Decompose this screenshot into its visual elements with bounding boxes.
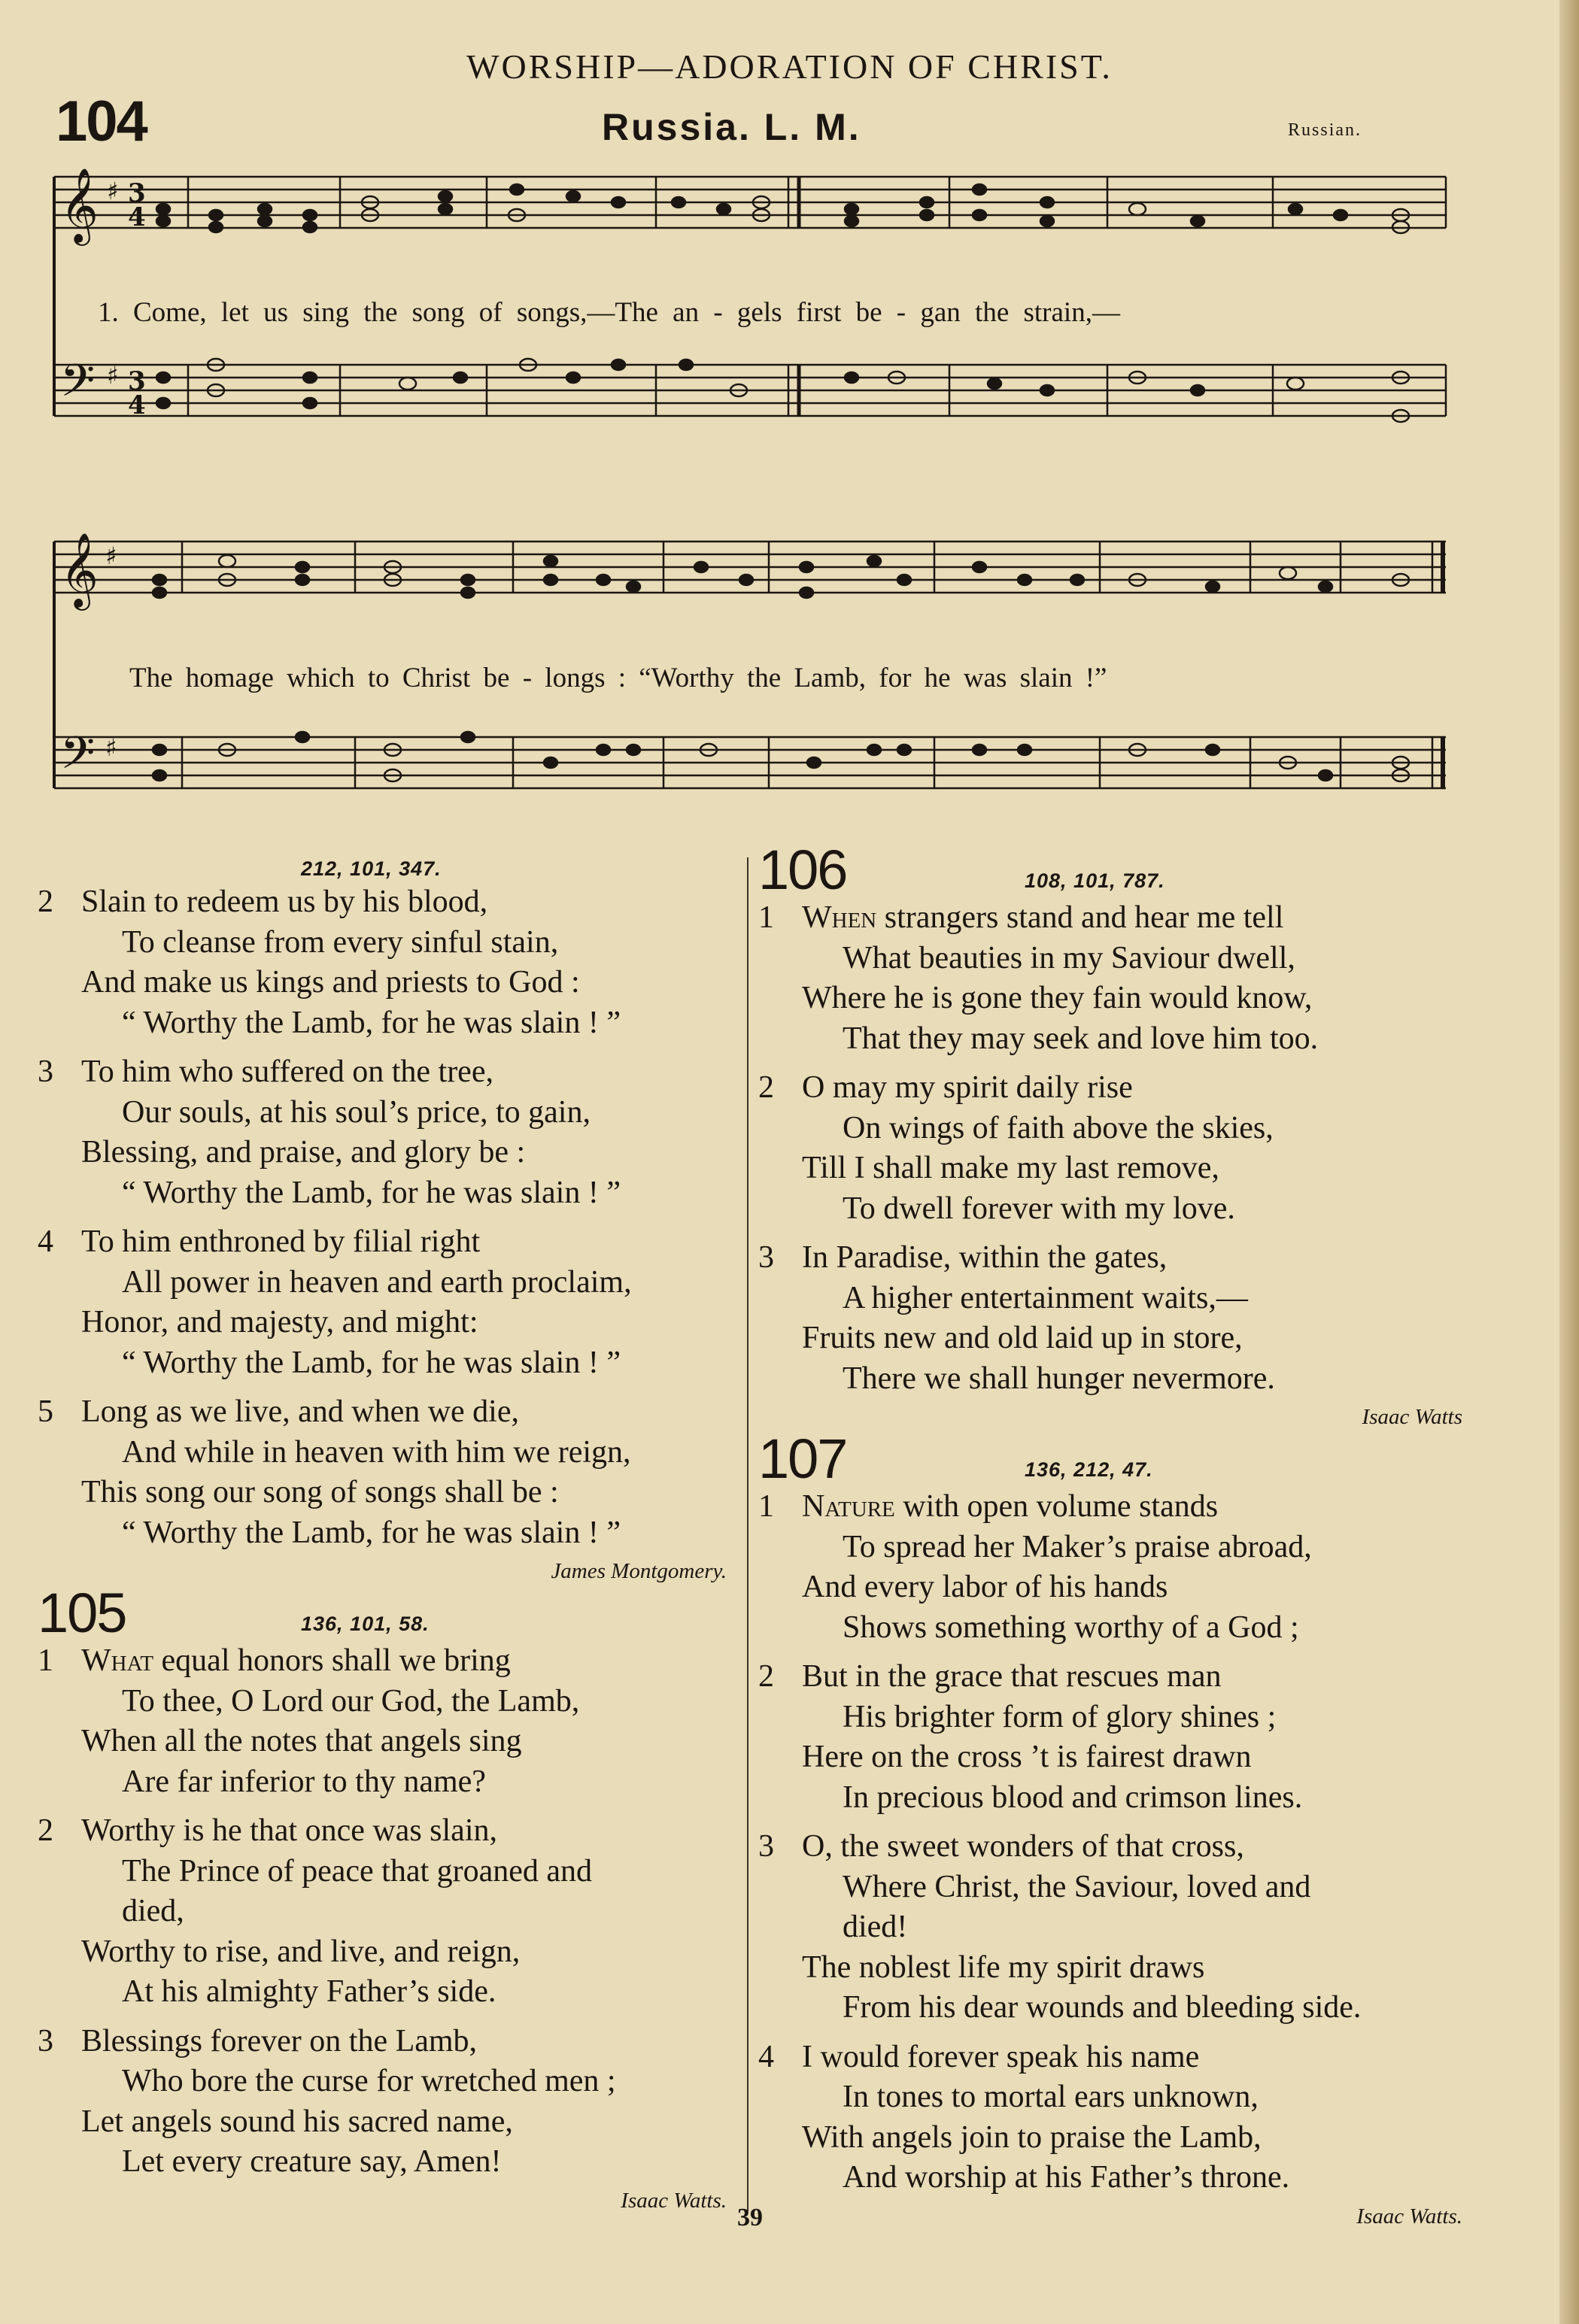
hymn104-verse-3-line-2	[38, 1093, 745, 1133]
hymn104-verse-5-line-2	[38, 1433, 745, 1473]
line-text: That they may seek and love him too.	[843, 1021, 1319, 1056]
hymn105-verse-1-line-1	[38, 1641, 745, 1682]
line-text: Let angels sound his sacred name,	[81, 2104, 513, 2139]
line-text: died,	[122, 1894, 184, 1928]
hymn106-verse-1	[758, 898, 1480, 1059]
hymn104-refs: 212, 101, 347.	[301, 857, 442, 880]
line-text: Our souls, at his soul’s price, to gain,	[122, 1094, 591, 1130]
line-text: O, the sweet wonders of that cross,	[802, 1829, 1244, 1864]
hymn104-verse-4	[38, 1222, 745, 1383]
hymn105-author: Isaac Watts.	[621, 2188, 727, 2213]
hymn104-author: James Montgomery.	[551, 1559, 727, 1583]
line-text: With angels join to praise the Lamb,	[802, 2119, 1262, 2155]
line-text: The Prince of peace that groaned and	[122, 1853, 593, 1889]
hymn106-verse-2-line-2	[758, 1109, 1480, 1149]
svg-text:♯: ♯	[105, 733, 117, 762]
verse-first-word: What	[81, 1643, 154, 1678]
hymn104-verse-3-line-3	[38, 1133, 745, 1173]
line-text: To spread her Maker’s praise abroad,	[843, 1529, 1312, 1564]
line-text: To him enthroned by filial right	[81, 1224, 481, 1259]
column-divider	[747, 857, 749, 2211]
hymn106-verse-2-line-4	[758, 1189, 1480, 1230]
music-lyric-line-2: The homage which to Christ be - longs : “Worthy the Lamb, for he was slain !”	[129, 663, 1107, 693]
hymn104-verse-5-line-4	[38, 1513, 745, 1554]
hymn106-refs: 108, 101, 787.	[1025, 869, 1165, 892]
hymn107-verse-4-line-1	[758, 2037, 1480, 2078]
hymn107-verse-3-line-2	[758, 1867, 1480, 1908]
treble-clef-icon-2: 𝄞	[60, 532, 99, 608]
hymn104-verse-5	[38, 1392, 745, 1553]
line-text: strangers stand and hear me tell	[876, 900, 1284, 935]
bass-clef-icon-2: 𝄢	[60, 727, 96, 790]
line-text: A higher entertainment waits,—	[843, 1280, 1248, 1315]
verse-number: 4	[758, 2039, 774, 2074]
hymn104-verse-3-line-1	[38, 1052, 745, 1093]
hymn106-verse-3-line-2	[758, 1279, 1480, 1319]
line-text: When all the notes that angels sing	[81, 1724, 522, 1758]
page-number: 39	[737, 2204, 763, 2231]
verse-number: 5	[38, 1394, 53, 1429]
hymn107-number: 107	[758, 1427, 847, 1490]
line-text: To thee, O Lord our God, the Lamb,	[122, 1683, 580, 1719]
hymn107-verse-2	[758, 1657, 1480, 1818]
hymn104-verse-2-line-3	[38, 963, 745, 1003]
line-text: Here on the cross ’t is fairest drawn	[802, 1740, 1252, 1774]
verse-first-word: When	[802, 900, 877, 935]
line-text: And make us kings and priests to God :	[81, 965, 580, 1000]
line-text: “ Worthy the Lamb, for he was slain ! ”	[122, 1345, 621, 1380]
page-header: WORSHIP—ADORATION OF CHRIST.	[466, 47, 1113, 86]
hymn107-verse-4-line-2	[758, 2077, 1480, 2118]
hymn105-verse-1	[38, 1641, 745, 1802]
hymn104-verse-5-line-3	[38, 1473, 745, 1513]
hymn107-verse-1-line-3	[758, 1567, 1480, 1608]
line-text: From his dear wounds and bleeding side.	[843, 1990, 1362, 2025]
line-text: Blessing, and praise, and glory be :	[81, 1135, 526, 1170]
line-text: To dwell forever with my love.	[843, 1191, 1235, 1226]
line-text: Honor, and majesty, and might:	[81, 1305, 478, 1339]
hymn107-verse-1-line-1	[758, 1487, 1480, 1528]
hymn105-refs: 136, 101, 58.	[301, 1613, 430, 1635]
hymn107-verse-2-line-2	[758, 1697, 1480, 1738]
hymn106-verse-1-line-2	[758, 939, 1480, 979]
line-text: I would forever speak his name	[802, 2039, 1200, 2074]
svg-text:4: 4	[128, 390, 146, 420]
hymn105-verse-1-line-4	[38, 1762, 745, 1803]
hymn106-verse-2-line-1	[758, 1068, 1480, 1109]
verse-number: 3	[758, 1240, 774, 1275]
svg-text:3: 3	[128, 178, 146, 208]
hymn106-verse-1-line-1	[758, 898, 1480, 939]
svg-text:4: 4	[128, 202, 146, 232]
tune-name: Russia. L. M.	[602, 106, 861, 148]
line-text: Let every creature say, Amen!	[122, 2144, 502, 2179]
hymn106-verse-2-line-3	[758, 1148, 1480, 1189]
hymn104-verse-3-line-4	[38, 1173, 745, 1214]
hymn107-verse-3-line-4	[758, 1948, 1480, 1989]
hymn105-verse-3-line-1	[38, 2022, 745, 2062]
hymn105-text	[38, 1641, 745, 2183]
hymn105-verse-3-line-3	[38, 2102, 745, 2143]
verse-number: 3	[38, 2023, 53, 2059]
hymn105-verse-2-line-3	[38, 1892, 745, 1932]
verse-number: 2	[38, 1813, 53, 1848]
line-text: Till I shall make my last remove,	[802, 1151, 1219, 1185]
line-text: And every labor of his hands	[802, 1570, 1168, 1604]
right-column	[758, 839, 1480, 2232]
verse-first-word: Nature	[802, 1489, 895, 1524]
hymn107-verse-2-line-1	[758, 1657, 1480, 1697]
line-text: And while in heaven with him we reign,	[122, 1434, 631, 1470]
svg-text:3: 3	[128, 366, 146, 396]
hymn105-verse-2-line-2	[38, 1852, 745, 1892]
hymn104-verse-4-line-3	[38, 1303, 745, 1343]
hymn104-verse-2-line-2	[38, 923, 745, 963]
line-text: His brighter form of glory shines ;	[843, 1699, 1277, 1734]
line-text: “ Worthy the Lamb, for he was slain ! ”	[122, 1175, 621, 1210]
hymn105-verse-2	[38, 1811, 745, 2013]
line-text: What beauties in my Saviour dwell,	[843, 940, 1295, 975]
line-text: At his almighty Father’s side.	[122, 1974, 496, 2009]
line-text: In tones to mortal ears unknown,	[843, 2080, 1259, 2114]
hymn106-verse-3-line-3	[758, 1318, 1480, 1359]
line-text: Where he is gone they fain would know,	[802, 981, 1313, 1015]
verse-number: 2	[758, 1659, 774, 1694]
verse-number: 4	[38, 1224, 53, 1259]
line-text: Blessings forever on the Lamb,	[81, 2023, 478, 2059]
hymn106-text	[758, 898, 1480, 1399]
hymn106-verse-1-line-3	[758, 978, 1480, 1019]
hymn104-verse-5-line-1	[38, 1392, 745, 1433]
svg-text:♯: ♯	[105, 542, 117, 570]
hymn105-verse-3-line-4	[38, 2142, 745, 2183]
line-text: And worship at his Father’s throne.	[843, 2160, 1290, 2195]
hymn104-verse-3	[38, 1052, 745, 1213]
line-text: equal honors shall we bring	[153, 1643, 511, 1678]
hymn105-verse-1-line-2	[38, 1682, 745, 1722]
line-text: Are far inferior to thy name?	[122, 1764, 486, 1799]
tune-source: Russian.	[1288, 120, 1362, 140]
line-text: On wings of faith above the skies,	[843, 1110, 1274, 1145]
bass-clef-icon: 𝄢	[60, 354, 96, 417]
svg-text:♯: ♯	[107, 177, 119, 205]
line-text: Worthy to rise, and live, and reign,	[81, 1934, 521, 1969]
hymn107-verse-3	[758, 1827, 1480, 2028]
hymn107-text	[758, 1487, 1480, 2198]
hymn107-verse-1	[758, 1487, 1480, 1648]
line-text: To cleanse from every sinful stain,	[122, 924, 559, 960]
hymn106-verse-3-line-1	[758, 1238, 1480, 1279]
hymn107-verse-3-line-5	[758, 1988, 1480, 2028]
hymn104-verse-2	[38, 882, 745, 1043]
line-text: “ Worthy the Lamb, for he was slain ! ”	[122, 1005, 621, 1040]
hymn-number-104: 104	[56, 90, 147, 153]
hymn105-verse-2-line-4	[38, 1932, 745, 1973]
line-text: Worthy is he that once was slain,	[81, 1813, 497, 1848]
line-text: Fruits new and old laid up in store,	[802, 1321, 1243, 1355]
hymn107-verse-4-line-4	[758, 2158, 1480, 2198]
hymn106-head	[758, 839, 1480, 901]
hymn107-verse-3-line-1	[758, 1827, 1480, 1867]
hymn107-head	[758, 1427, 1480, 1490]
verse-number: 1	[38, 1643, 53, 1678]
hymn106-verse-1-line-4	[758, 1019, 1480, 1060]
line-text: There we shall hunger nevermore.	[843, 1361, 1275, 1396]
hymn105-verse-3-line-2	[38, 2062, 745, 2102]
verse-number: 3	[38, 1054, 53, 1089]
line-text: Where Christ, the Saviour, loved and	[843, 1869, 1311, 1904]
line-text: O may my spirit daily rise	[802, 1070, 1133, 1105]
line-text: Who bore the curse for wretched men ;	[122, 2064, 616, 2098]
line-text: “ Worthy the Lamb, for he was slain ! ”	[122, 1515, 621, 1550]
hymn107-verse-2-line-4	[758, 1778, 1480, 1819]
page-edge	[1559, 0, 1579, 2324]
hymn107-verse-2-line-3	[758, 1737, 1480, 1778]
hymn106-verse-3	[758, 1238, 1480, 1399]
verse-number: 2	[38, 884, 53, 919]
line-text: But in the grace that rescues man	[802, 1659, 1222, 1694]
line-text: All power in heaven and earth proclaim,	[122, 1264, 632, 1300]
verse-number: 1	[758, 900, 774, 935]
line-text: with open volume stands	[894, 1489, 1219, 1524]
hymn106-number: 106	[758, 839, 847, 901]
line-text: This song our song of songs shall be :	[81, 1475, 559, 1509]
hymn107-verse-1-line-2	[758, 1528, 1480, 1568]
line-text: To him who suffered on the tree,	[81, 1054, 493, 1089]
hymn107-verse-4	[758, 2037, 1480, 2198]
left-column	[38, 857, 745, 2216]
music-lyric-line-1: 1. Come, let us sing the song of songs,—The an - gels first be - gan the strain,—	[98, 297, 1120, 328]
hymn105-verse-1-line-3	[38, 1722, 745, 1762]
hymn105-head	[38, 1582, 745, 1644]
line-text: died!	[843, 1910, 908, 1944]
line-text: In precious blood and crimson lines.	[843, 1779, 1303, 1815]
line-text: Shows something worthy of a God ;	[843, 1610, 1299, 1645]
line-text: Slain to redeem us by his blood,	[81, 884, 488, 919]
hymn107-refs: 136, 212, 47.	[1025, 1458, 1153, 1481]
verse-number: 2	[758, 1070, 774, 1105]
hymn107-author: Isaac Watts.	[1356, 2204, 1462, 2228]
hymn104-verse-2-line-4	[38, 1003, 745, 1044]
line-text: In Paradise, within the gates,	[802, 1240, 1168, 1275]
hymn105-verse-2-line-1	[38, 1811, 745, 1852]
hymn107-verse-4-line-3	[758, 2118, 1480, 2159]
hymn106-author: Isaac Watts	[1362, 1405, 1462, 1429]
hymn105-verse-2-line-5	[38, 1972, 745, 2013]
hymn104-verse-4-line-4	[38, 1343, 745, 1384]
hymn105-verse-3	[38, 2022, 745, 2183]
hymn106-verse-2	[758, 1068, 1480, 1229]
hymn104-verse-4-line-2	[38, 1263, 745, 1303]
hymn104-verse-2-line-1	[38, 882, 745, 923]
hymn106-verse-3-line-4	[758, 1359, 1480, 1400]
hymn104-verse-4-line-1	[38, 1222, 745, 1263]
hymn107-verse-1-line-4	[758, 1608, 1480, 1649]
verse-number: 3	[758, 1829, 774, 1864]
line-text: Long as we live, and when we die,	[81, 1394, 519, 1429]
hymn107-verse-3-line-3	[758, 1907, 1480, 1948]
svg-text:♯: ♯	[107, 361, 119, 390]
verse-number: 1	[758, 1489, 774, 1524]
line-text: The noblest life my spirit draws	[802, 1949, 1205, 1985]
hymn104-text	[38, 882, 745, 1553]
hymn105-number: 105	[38, 1582, 126, 1644]
treble-clef-icon: 𝄞	[60, 168, 99, 243]
